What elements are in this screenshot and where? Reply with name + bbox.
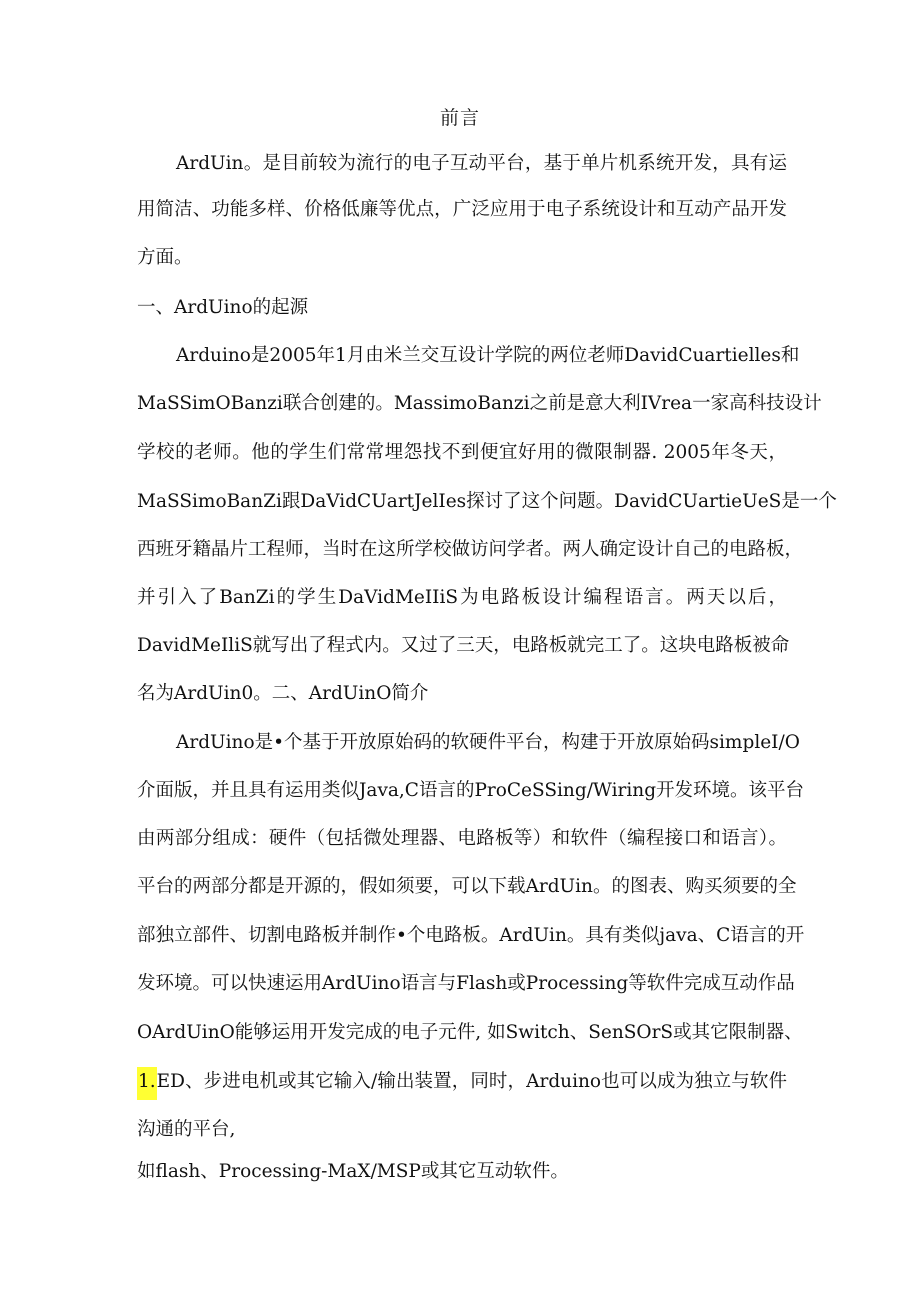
paragraph-line: 如flash、Processing-MaX/MSP或其它互动软件。 <box>137 1161 569 1182</box>
paragraph-line: OArdUinO能够运用开发完成的电子元件, 如Switch、SenSOrS或其它限制器、 <box>137 1022 803 1043</box>
paragraph-line: Arduino是2005年1月由米兰交互设计学院的两位老师DavidCuartielles和 <box>176 345 800 366</box>
paragraph-line: ArdUin。是目前较为流行的电子互动平台，基于单片机系统开发，具有运 <box>176 153 787 174</box>
paragraph-line: 方面。 <box>137 247 193 268</box>
paragraph-line: ArdUino是•个基于开放原始码的软硬件平台，构建于开放原始码simpleI/O <box>176 732 800 753</box>
paragraph-line: 学校的老师。他的学生们常常埋怨找不到便宜好用的微限制器. 2005年冬天， <box>137 442 787 463</box>
paragraph-line: 沟通的平台, <box>137 1119 236 1140</box>
highlighted-text: 1. <box>137 1067 157 1100</box>
paragraph-line: MaSSimOBanzi联合创建的。MassimoBanzi之前是意大利IVrea一家高科技设计 <box>137 393 822 414</box>
paragraph-line: 介面版，并且具有运用类似Java,C语言的ProCeSSing/Wiring开发环境。该平台 <box>137 780 805 801</box>
paragraph-line-text: ED、步进电机或其它输入/输出装置，同时，Arduino也可以成为独立与软件 <box>156 1071 787 1092</box>
paragraph-line: 并引入了BanZi的学生DaVidMeIIiS为电路板设计编程语言。两天以后， <box>137 587 787 608</box>
paragraph-line: 部独立部件、切割电路板并制作•个电路板。ArdUin。具有类似java、C语言的开 <box>137 925 805 946</box>
page-title: 前言 <box>439 107 480 129</box>
paragraph-line: 由两部分组成：硬件（包括微处理器、电路板等）和软件（编程接口和语言）。 <box>137 828 787 849</box>
paragraph-line: MaSSimoBanZi跟DaVidCUartJelIes探讨了这个问题。DavidCUartieUeS是一个 <box>137 491 837 512</box>
paragraph-line: 用简洁、功能多样、价格低廉等优点，广泛应用于电子系统设计和互动产品开发 <box>137 199 787 220</box>
paragraph-line: 名为ArdUin0。二、ArdUinO简介 <box>137 683 429 704</box>
section-heading: 一、ArdUino的起源 <box>137 297 309 318</box>
paragraph-line: 发环境。可以快速运用ArdUino语言与Flash或Processing等软件完成互动作品 <box>137 973 795 994</box>
paragraph-line: DavidMeIliS就写出了程式内。又过了三天，电路板就完工了。这块电路板被命 <box>137 635 790 656</box>
paragraph-line: 西班牙籍晶片工程师，当时在这所学校做访问学者。两人确定设计自己的电路板， <box>137 539 804 560</box>
paragraph-line <box>137 1068 787 1096</box>
paragraph-line: 平台的两部分都是开源的，假如须要，可以下载ArdUin。的图表、购买须要的全 <box>137 876 797 897</box>
